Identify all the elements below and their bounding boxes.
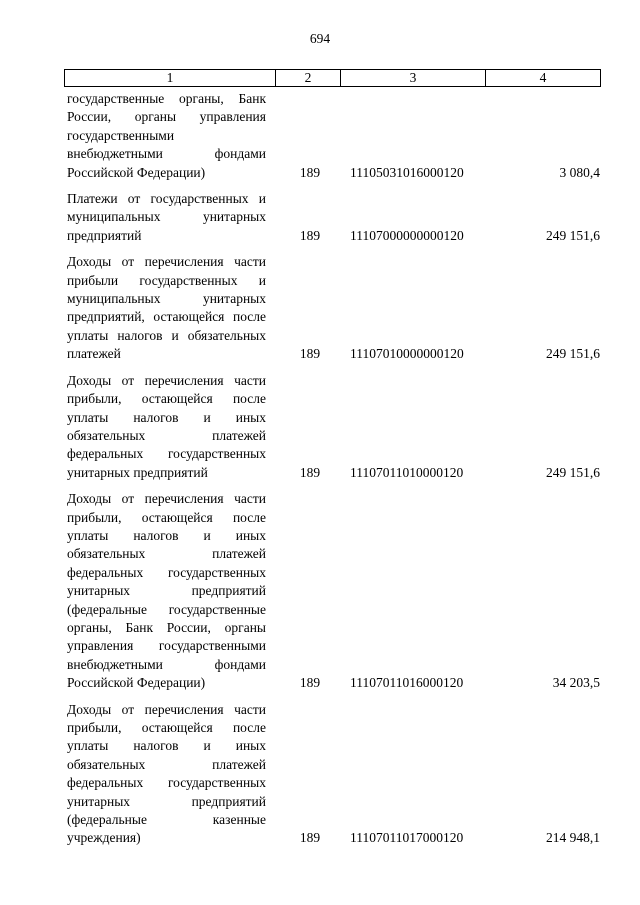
- row-sum: 214 948,1: [546, 830, 600, 846]
- header-col-4: 4: [485, 70, 601, 86]
- header-col-1: 1: [64, 70, 275, 86]
- row-code: 189: [299, 464, 321, 480]
- row-sum: 249 151,6: [546, 227, 600, 243]
- row-sum: 249 151,6: [546, 346, 600, 362]
- row-code: 189: [299, 227, 321, 243]
- row-kbk: 11105031016000120: [350, 164, 464, 180]
- row-kbk: 11107000000000120: [350, 227, 464, 243]
- row-kbk: 11107011017000120: [350, 830, 464, 846]
- table-row: [67, 701, 604, 848]
- row-kbk: 11107010000000120: [350, 346, 464, 362]
- header-col-2: 2: [275, 70, 340, 86]
- table-row: [67, 372, 604, 482]
- table-row: [67, 190, 604, 245]
- table-body: [67, 90, 604, 848]
- row-sum: 3 080,4: [559, 164, 600, 180]
- row-sum: 34 203,5: [552, 675, 600, 691]
- row-kbk: 11107011010000120: [350, 464, 464, 480]
- page-number: 694: [309, 31, 331, 46]
- row-name: государственные органы, Банк России, органы управления государственными внебюджетными фондами Российской Федерации): [67, 91, 266, 180]
- header-col-3: 3: [340, 70, 485, 86]
- row-code: 189: [299, 164, 321, 180]
- row-name: Доходы от перечисления части прибыли государственных и муниципальных унитарных предприятий, остающейся после уплаты налогов и обязательных платежей: [67, 254, 266, 362]
- row-name: Доходы от перечисления части прибыли, остающейся после уплаты налогов и иных обязательных платежей федеральных государственных унитарных предприятий: [67, 372, 266, 480]
- table-row: [67, 253, 604, 363]
- row-code: 189: [299, 346, 321, 362]
- row-name: Доходы от перечисления части прибыли, остающейся после уплаты налогов и иных обязательных платежей федеральных государственных унитарных предприятий (федеральные государственные органы, Банк России, органы управления государственными внебюджетными фондами Российской Федерации): [67, 491, 266, 691]
- row-name: Платежи от государственных и муниципальных унитарных предприятий: [67, 191, 266, 243]
- row-sum: 249 151,6: [546, 464, 600, 480]
- table-row: [67, 490, 604, 692]
- row-name: Доходы от перечисления части прибыли, остающейся после уплаты налогов и иных обязательных платежей федеральных государственных унитарных предприятий (федеральные казенные учреждения): [67, 701, 266, 846]
- table-row: [67, 90, 604, 182]
- row-code: 189: [299, 675, 321, 691]
- row-kbk: 11107011016000120: [350, 675, 464, 691]
- table-header: [64, 69, 601, 87]
- row-code: 189: [299, 830, 321, 846]
